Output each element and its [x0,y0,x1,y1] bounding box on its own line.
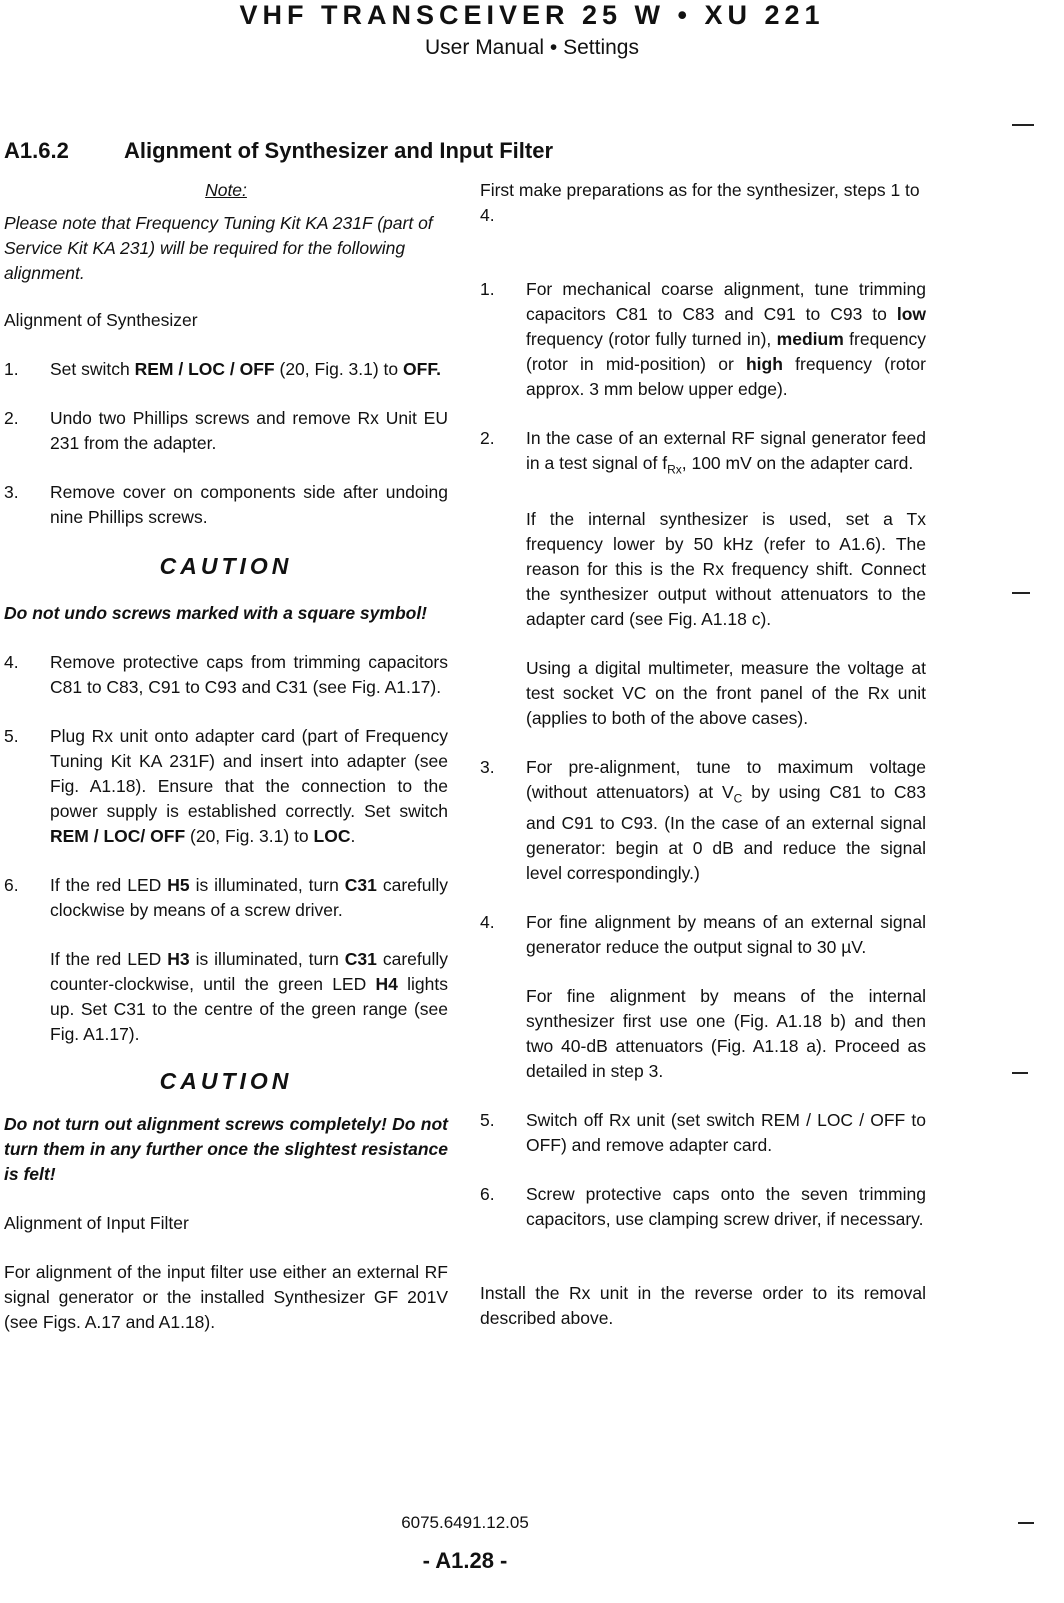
step-number: 4. [4,652,19,672]
synth-step-1 [4,357,448,382]
synth-step-3 [4,480,448,530]
step-text: Screw protective caps onto the seven trimming capacitors, use clamping screw driver, if necessary. [526,1184,926,1229]
step-number: 6. [4,875,19,895]
step-number: 2. [4,408,19,428]
document-subtitle: User Manual • Settings [425,36,639,59]
step-number: 2. [480,428,495,448]
step-number: 6. [480,1184,495,1204]
step-text: Undo two Phillips screws and remove Rx Unit EU 231 from the adapter. [50,408,448,453]
filter-step-2 [480,426,926,483]
caution-label: CAUTION [159,1068,293,1094]
right-column [480,178,926,1331]
step-text: Switch off Rx unit (set switch REM / LOC / OFF to OFF) and remove adapter card. [526,1110,926,1155]
caution-text: Do not undo screws marked with a square symbol! [4,603,428,623]
filter-step-6 [480,1182,926,1232]
step-number: 3. [4,482,19,502]
step-number: 1. [4,359,19,379]
synth-step-2 [4,406,448,456]
document-number: 6075.6491.12.05 [401,1513,529,1532]
input-filter-text: For alignment of the input filter use either an external RF signal generator or the installed Synthesizer GF 201V (see Figs. A.17 and A1.18). [4,1262,448,1332]
document-title: VHF TRANSCEIVER 25 W • XU 221 [239,0,825,30]
step-text: For fine alignment by means of an external signal generator reduce the output signal to 30 µV. [526,912,926,957]
filter-step-4 [480,910,926,960]
step-text: In the case of an external RF signal generator feed in a test signal of $f_{Rx}$, 100 mV on the adapter card. [526,428,926,477]
input-filter-heading: Alignment of Input Filter [4,1213,189,1233]
synth-step-6 [4,873,448,923]
step-text: If the red LED H5 is illuminated, turn C31 carefully clockwise by means of a screw driver. [50,875,448,920]
left-column [4,178,448,1335]
synthesizer-heading: Alignment of Synthesizer [4,310,198,330]
filter-step-5 [480,1108,926,1158]
caution-label: CAUTION [159,553,293,579]
margin-mark [1012,592,1030,594]
filter-intro: First make preparations as for the synthesizer, steps 1 to 4. [480,180,920,225]
filter-step-4-continued: For fine alignment by means of the internal synthesizer first use one (Fig. A1.18 b) and then two 40-dB attenuators (Fig. A1.18 a). Proceed as detailed in step 3. [526,986,926,1081]
section-title: Alignment of Synthesizer and Input Filter [124,138,554,163]
step-number: 5. [480,1110,495,1130]
section-number: A1.6.2 [4,138,69,163]
step-text: For mechanical coarse alignment, tune trimming capacitors C81 to C83 and C91 to C93 to low frequency (rotor fully turned in), medium frequency (rotor in mid-position) or high frequency (rotor approx. 3 mm below upper edge). [526,279,927,399]
step-number: 4. [480,912,495,932]
margin-mark [1012,124,1034,126]
step-text: Remove protective caps from trimming capacitors C81 to C83, C91 to C93 and C31 (see Fig. A1.17). [50,652,448,697]
note-label: Note: [205,180,247,200]
filter-step-2-continued: Using a digital multimeter, measure the voltage at test socket VC on the front panel of the Rx unit (applies to both of the above cases). [526,657,926,728]
step-number: 5. [4,726,19,746]
step-text: For pre-alignment, tune to maximum voltage (without attenuators) at $V_C$ by using C81 to C83 and C91 to C93. (In the case of an external signal generator: begin at 0 dB and reduce the signal level correspondingly.) [526,756,926,883]
margin-mark [1012,1072,1028,1074]
caution-text: Do not turn out alignment screws completely! Do not turn them in any further once the slightest resistance is felt! [4,1114,448,1184]
step-number: 1. [480,279,495,299]
filter-step-1 [480,277,926,402]
synth-step-4 [4,650,448,700]
step-text: Remove cover on components side after undoing nine Phillips screws. [50,482,448,527]
step-number: 3. [480,756,495,777]
synth-step-6-continued: If the red LED H3 is illuminated, turn C31 carefully counter-clockwise, until the green LED H4 lights up. Set C31 to the centre of the green range (see Fig. A1.17). [50,949,448,1044]
filter-step-3 [480,755,926,887]
note-text: Please note that Frequency Tuning Kit KA 231F (part of Service Kit KA 231) will be required for the following alignment. [4,213,433,283]
closing-text: Install the Rx unit in the reverse order to its removal described above. [480,1283,926,1328]
margin-mark [1018,1522,1034,1524]
filter-step-2-continued: If the internal synthesizer is used, set a Tx frequency lower by 50 kHz (refer to A1.6). The reason for this is the Rx frequency shift. Connect the synthesizer output without attenuators to the adapter card (see Fig. A1.18 c). [526,508,926,629]
step-text: Set switch REM / LOC / OFF (20, Fig. 3.1) to OFF. [50,359,441,379]
step-text: Plug Rx unit onto adapter card (part of Frequency Tuning Kit KA 231F) and insert into adapter (see Fig. A1.18). Ensure that the connection to the power supply is established correctly. Set switch REM / LOC/ OFF (20, Fig. 3.1) to LOC. [50,726,448,846]
synth-step-5 [4,724,448,849]
page-number: - A1.28 - [422,1548,508,1573]
